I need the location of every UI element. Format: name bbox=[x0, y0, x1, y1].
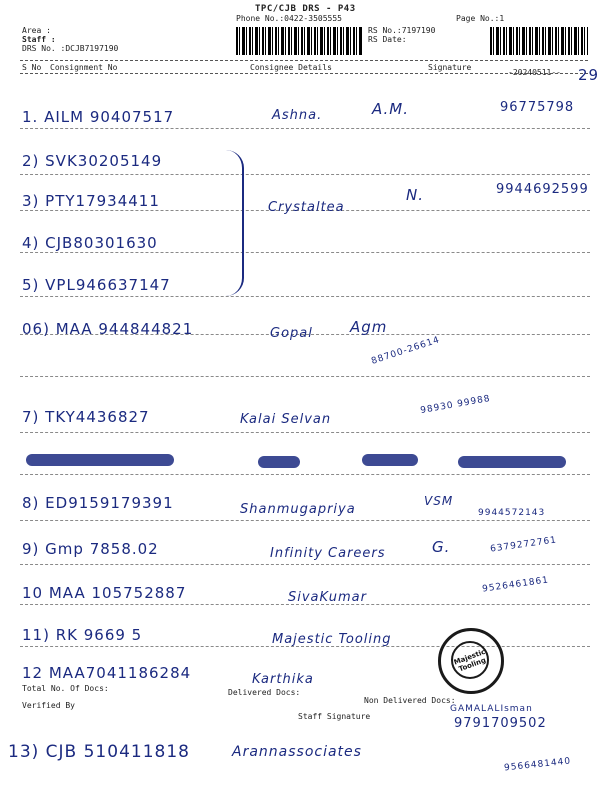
row-line bbox=[20, 432, 590, 433]
column-consignment: Consignment No bbox=[50, 63, 118, 72]
verified-by-label: Verified By bbox=[22, 701, 75, 710]
consignee-signature: Agm bbox=[350, 318, 388, 336]
barcode-right bbox=[490, 27, 588, 55]
consignee-signature: VSM bbox=[424, 494, 454, 508]
consignment-number: 7) TKY4436827 bbox=[22, 408, 150, 426]
consignment-number: 4) CJB80301630 bbox=[22, 234, 158, 252]
consignee-signature: G. bbox=[432, 538, 451, 556]
consignee-name: Kalai Selvan bbox=[240, 412, 332, 427]
consignee-name: Infinity Careers bbox=[270, 546, 386, 561]
receiver-name: GAMALALIsman bbox=[450, 704, 533, 714]
consignee-phone: 9526461861 bbox=[481, 575, 550, 595]
document-title: TPC/CJB DRS - P43 bbox=[255, 4, 356, 14]
consignee-name: Ashna. bbox=[272, 108, 323, 123]
consignee-phone: 9566481440 bbox=[503, 756, 572, 774]
delivered-docs-label: Delivered Docs: bbox=[228, 688, 301, 697]
consignment-number: 11) RK 9669 5 bbox=[22, 626, 143, 644]
consignee-phone: 6379272761 bbox=[489, 535, 558, 555]
consignee-name: SivaKumar bbox=[288, 590, 367, 605]
consignment-number: 06) MAA 944844821 bbox=[22, 320, 194, 338]
consignee-phone: 96775798 bbox=[500, 100, 575, 115]
row-line bbox=[20, 564, 590, 565]
consignment-number: 13) CJB 510411818 bbox=[8, 742, 190, 762]
consignee-phone: 9944692599 bbox=[496, 182, 589, 197]
area-label: Area : bbox=[22, 26, 51, 35]
header-divider-bottom bbox=[20, 73, 588, 74]
struck-out-phone bbox=[458, 456, 566, 468]
consignment-number: 10 MAA 105752887 bbox=[22, 584, 187, 602]
rs-number: RS No.:7197190 bbox=[368, 26, 436, 35]
consignment-number: 5) VPL946637147 bbox=[22, 276, 171, 294]
staff-label: Staff : bbox=[22, 35, 56, 44]
struck-out-name bbox=[258, 456, 300, 468]
consignment-number: 1. AILM 90407517 bbox=[22, 108, 175, 126]
consignment-number: 9) Gmp 7858.02 bbox=[22, 540, 159, 558]
consignee-signature: A.M. bbox=[372, 100, 410, 118]
consignee-phone: 98930 99988 bbox=[419, 393, 492, 417]
row-line bbox=[20, 520, 590, 521]
row-line bbox=[20, 174, 590, 175]
column-sno: S No bbox=[22, 63, 42, 72]
row-line bbox=[20, 128, 590, 129]
stamp-text: Majestic Tooling bbox=[452, 647, 488, 674]
row-line bbox=[20, 296, 590, 297]
consignee-name: Crystaltea bbox=[268, 200, 345, 215]
grouping-brace bbox=[222, 150, 244, 296]
row-line bbox=[20, 474, 590, 475]
total-docs-label: Total No. Of Docs: bbox=[22, 684, 109, 693]
consignee-name: Shanmugapriya bbox=[240, 502, 356, 517]
consignee-name: Karthika bbox=[252, 672, 314, 687]
consignee-phone: 88700-26614 bbox=[370, 335, 442, 367]
consignment-number: 2) SVK30205149 bbox=[22, 152, 163, 170]
drs-number: DRS No. :DCJB7197190 bbox=[22, 44, 119, 53]
column-consignee-details: Consignee Details bbox=[250, 63, 332, 72]
consignment-number: 3) PTY17934411 bbox=[22, 192, 160, 210]
consignee-signature: N. bbox=[406, 186, 424, 204]
struck-out-signature bbox=[362, 454, 418, 466]
non-delivered-docs-label: Non Delivered Docs: bbox=[364, 696, 456, 705]
consignee-phone: 9944572143 bbox=[478, 508, 546, 518]
staff-signature-label: Staff Signature bbox=[298, 712, 371, 721]
struck-out-consignment bbox=[26, 454, 174, 466]
corner-number: 29 bbox=[578, 66, 600, 84]
column-signature: Signature bbox=[428, 63, 472, 72]
consignee-name: Arannassociates bbox=[232, 744, 362, 760]
row-line bbox=[20, 252, 590, 253]
header-divider-top bbox=[20, 60, 588, 61]
consignee-name: Majestic Tooling bbox=[272, 632, 392, 647]
page-number: Page No.:1 bbox=[456, 14, 505, 23]
rs-date: RS Date: bbox=[368, 35, 407, 44]
date-stamp: -20240511-- bbox=[508, 68, 561, 77]
consignment-number: 12 MAA7041186284 bbox=[22, 664, 192, 682]
phone-number: Phone No.:0422-3505555 bbox=[236, 14, 342, 23]
row-line bbox=[20, 376, 590, 377]
barcode-left bbox=[236, 27, 362, 55]
consignee-name: Gopal bbox=[270, 326, 313, 341]
consignee-phone: 9791709502 bbox=[454, 716, 547, 731]
company-stamp bbox=[438, 628, 504, 694]
consignment-number: 8) ED9159179391 bbox=[22, 494, 174, 512]
